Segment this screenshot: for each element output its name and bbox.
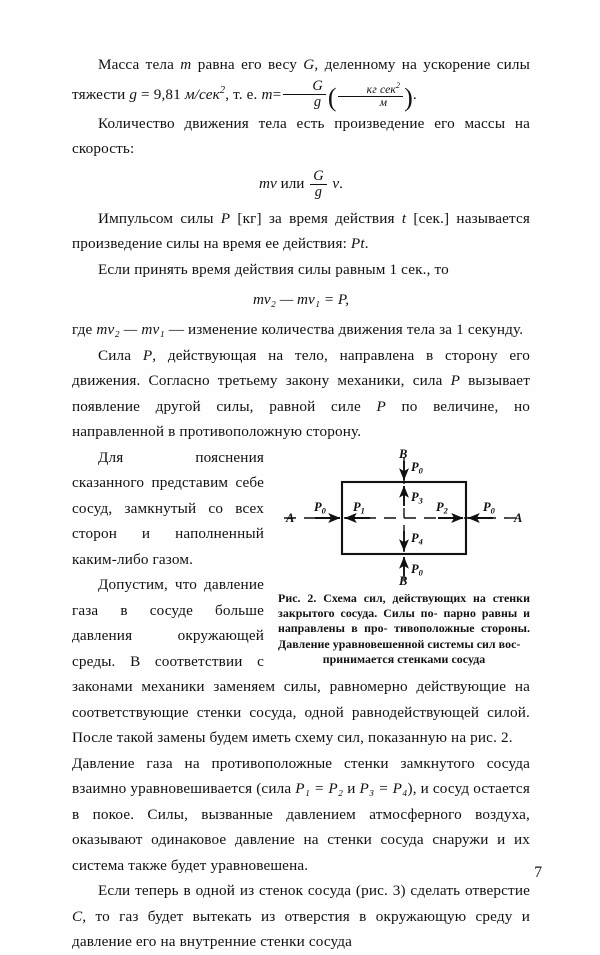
- equation-P3-P4: P₃ = P₄: [359, 780, 408, 798]
- text-run: , то газ будет вытекать из отверстия в окружающую среду и давление его на внутренние стенки сосуда: [72, 907, 530, 951]
- equation-g-value: = 9,81: [141, 85, 181, 103]
- force-diagram-svg: [278, 449, 530, 587]
- paragraph-where-clause: [72, 317, 530, 343]
- caption-line: уравновешенной системы сил вос-: [332, 636, 521, 651]
- label-force-bottom-P0: $P_0$: [411, 561, 423, 578]
- label-force-left-P0: $P_0$: [314, 499, 326, 516]
- formula-or: или: [280, 174, 305, 192]
- label-force-top-P0: $P_0$: [411, 459, 423, 476]
- text-run: равна его весу: [197, 56, 297, 73]
- page-content: [72, 52, 530, 955]
- equation-P1-P2: P₁ = P₂: [295, 780, 344, 798]
- symbol-P: P: [220, 209, 231, 227]
- paragraph-pressure-assumption: Допустим, что давление газа в сосуде больше давления окружающей среды. В соответствии с законами механики заменяем силы, равномерно действующие на соответствующие стенки сосуда, одной равнодействующей силой. После такой замены будем иметь схему сил, показанную на рис. 2.: [72, 576, 530, 747]
- text-run: ), и сосуд остается в покое. Силы, вызванные давлением атмосферного воздуха, оказывают одинаковое давление на стенки сосуда снаружи и их система также будет уравновешена.: [72, 780, 530, 874]
- caption-line: тивоположные стороны. Давление: [278, 621, 530, 651]
- paren-close: ): [404, 82, 413, 112]
- label-force-bottom-P4: $P_4$: [411, 530, 423, 547]
- label-force-right-P2: $P_2$: [436, 499, 448, 516]
- fraction-G-over-g-display: [310, 169, 326, 200]
- text-run: где: [72, 321, 93, 339]
- unit-num-text: кг сек: [366, 82, 396, 96]
- label-force-top-P3: $P_3$: [411, 489, 423, 506]
- formula-momentum-change: mv₂ — mv₁ = P,: [252, 291, 350, 309]
- symbol-C: C: [72, 907, 83, 925]
- label-axis-A-right: A: [514, 510, 523, 525]
- text-run: Импульсом силы: [98, 209, 214, 227]
- figure-diagram: [278, 449, 530, 587]
- text-run: , т. е.: [225, 85, 258, 103]
- caption-line: принимается стенками сосуда: [322, 652, 486, 667]
- formula-v: v: [332, 174, 340, 192]
- fraction-G-over-g: [283, 79, 326, 110]
- unit-fraction: [338, 82, 403, 109]
- figure-caption: [278, 591, 530, 667]
- equals-sign: =: [272, 85, 282, 103]
- paragraph-mass-definition: Масса тела m равна его весу G, деленному на ускорение силы тяжести g = 9,81 м/сек$^2$, т. е. m= $\frac{G}{g}$ ( $\frac{кг сек^2}{м}$ ).: [72, 56, 531, 112]
- text-run: Сила: [98, 346, 132, 364]
- text-run: и: [347, 780, 356, 798]
- symbol-G: G: [303, 56, 315, 73]
- unit-fraction-numerator: [338, 82, 403, 96]
- paren-open: (: [327, 82, 337, 112]
- paragraph-balanced-forces: [72, 751, 530, 879]
- unit-exponent: 2: [219, 84, 226, 96]
- paragraph-impulse-definition: [72, 206, 530, 257]
- paragraph-third-law: [72, 343, 530, 445]
- caption-line: Рис. 2. Схема сил, действующих на: [278, 590, 486, 605]
- symbol-m: m: [180, 56, 192, 73]
- symbol-g: g: [129, 85, 138, 103]
- paragraph-impulse-one-second: Если принять время действия силы равным 1 сек., то: [98, 260, 449, 278]
- text-run: по величине, но направленной в противоположную сторону.: [72, 397, 530, 441]
- symbol-Pt: Pt: [350, 235, 365, 253]
- formula-mv: mv: [259, 174, 277, 192]
- text-run: [сек.] называется произведение силы на время ее действия:: [72, 209, 530, 253]
- text-run: , действующая на тело, направлена в сторону его движения. Согласно третьему закону механики, сила: [72, 346, 530, 390]
- symbol-P-force: P: [142, 346, 153, 364]
- symbol-m-2: m: [261, 85, 273, 103]
- unit-text: м/сек: [184, 85, 220, 103]
- text-run: Если теперь в одной из стенок сосуда (рис. 3) сделать отверстие: [98, 882, 530, 900]
- text-run: , деленному на ускорение силы тяжести: [72, 56, 531, 103]
- unit-m-per-sec2: [185, 86, 225, 103]
- page-number: 7: [534, 864, 542, 881]
- paragraph-vessel-description: Для пояснения сказанного представим себе сосуд, замкнутый со всех сторон и наполненный каким-либо газом.: [72, 448, 264, 568]
- label-force-right-P0: $P_0$: [483, 499, 495, 516]
- caption-line: парно равны и направлены в про-: [278, 606, 530, 636]
- symbol-t: t: [401, 209, 407, 227]
- figure-2: [278, 449, 530, 667]
- unit-num-exponent: 2: [395, 81, 401, 91]
- label-axis-B-top: B: [399, 448, 408, 461]
- fraction-denominator: g: [283, 94, 326, 110]
- paragraph-momentum-intro: Количество движения тела есть произведение его массы на скорость:: [72, 114, 530, 158]
- text-run: [кг] за время действия: [237, 209, 395, 227]
- caption-line: стенки закрытого сосуда. Силы по-: [278, 590, 530, 621]
- fraction-numerator: G: [312, 78, 323, 95]
- formula-momentum: [72, 169, 530, 200]
- label-axis-B-bottom: B: [399, 573, 408, 587]
- unit-fraction-denominator: м: [338, 96, 403, 109]
- label-axis-A-left: A: [286, 510, 295, 525]
- paragraph-orifice: [72, 878, 530, 955]
- expression-mv-difference: mv₂ — mv₁: [96, 321, 165, 339]
- text-run: Давление газа на противоположные стенки замкнутого сосуда взаимно уравновешивается (сила: [72, 754, 530, 798]
- text-run: вызывает появление другой силы, равной силе: [72, 372, 530, 415]
- text-run: — изменение количества движения тела за 1 секунду.: [168, 321, 524, 339]
- fraction-numerator: G: [313, 167, 324, 184]
- text-run: .: [364, 235, 369, 253]
- formula-period: .: [339, 174, 343, 192]
- symbol-P-force-3: P: [376, 397, 386, 415]
- label-force-left-P1: $P_1$: [353, 499, 365, 516]
- fraction-denominator: g: [310, 184, 326, 200]
- symbol-P-force-2: P: [450, 372, 461, 390]
- text-run: Масса тела: [98, 56, 174, 73]
